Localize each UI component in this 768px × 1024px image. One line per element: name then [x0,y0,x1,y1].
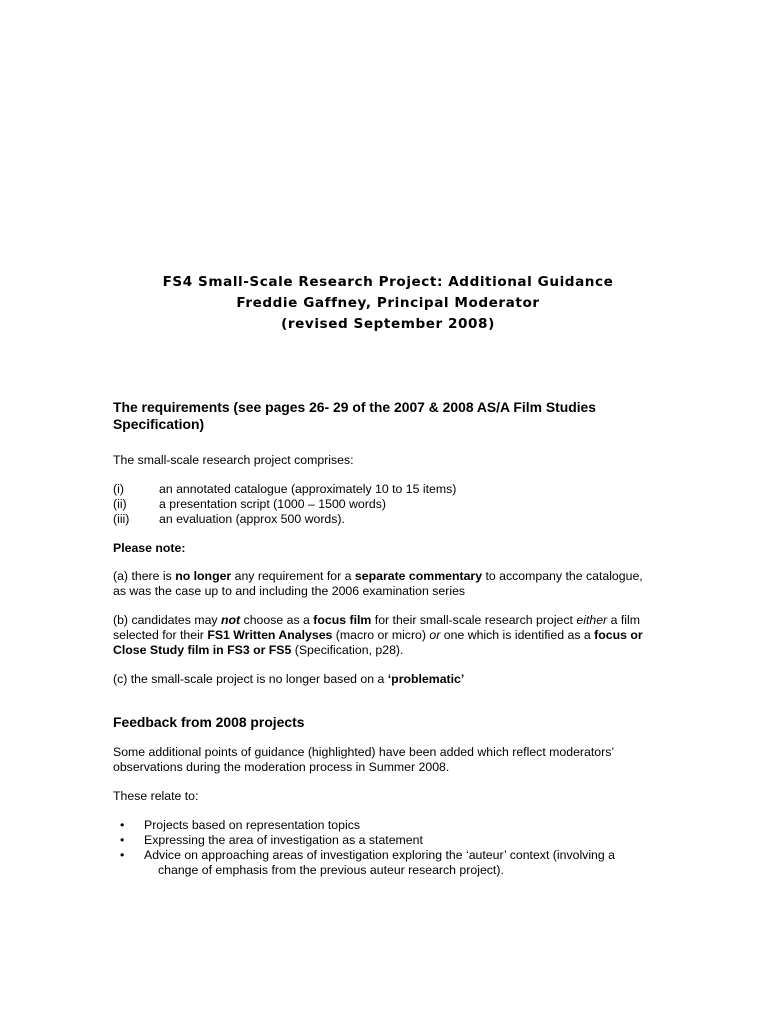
note-b-text: (b) candidates may [113,613,221,627]
document-title: FS4 Small-Scale Research Project: Additional Guidance [162,274,614,290]
note-a-text: (a) there is [113,569,176,583]
bullet-icon: • [120,833,125,847]
list-item [113,482,658,497]
author-line: Freddie Gaffney, Principal Moderator [236,295,540,311]
note-b-emphasis: FS1 Written Analyses [207,628,333,642]
note-b-text: (Specification, p28). [291,643,404,657]
note-a-text: any requirement for a [231,569,355,583]
note-a [113,569,658,599]
note-b-emphasis: focus film [313,613,372,627]
feedback-heading: Feedback from 2008 projects [113,714,305,730]
list-item-text: an annotated catalogue (approximately 10 to 15 items) [159,482,457,496]
bullet-icon: • [120,818,125,832]
document-title-block [0,272,768,335]
list-item-text: Advice on approaching areas of investigation exploring the ‘auteur’ context (involving a [144,848,615,862]
note-b-text: (macro or micro) [332,628,430,642]
note-c [113,672,658,687]
list-item-text: a presentation script (1000 – 1500 words) [159,497,386,511]
list-item-number: (iii) [113,512,130,526]
list-item-text: Expressing the area of investigation as a statement [144,833,423,847]
note-b-text: choose as a [240,613,314,627]
feedback-relate: These relate to: [113,789,199,803]
note-c-emphasis: ‘problematic’ [387,672,465,686]
list-item-number: (ii) [113,497,127,511]
note-a-text: to accompany the catalogue, as was the case up to and including the 2006 examination series [113,569,643,598]
list-item [113,497,658,512]
note-b-emphasis: not [221,613,241,627]
bullet-icon: • [120,848,125,862]
note-b-text: one which is identified as a [440,628,595,642]
note-b [113,613,658,658]
requirements-list [113,482,658,527]
note-a-emphasis: separate commentary [354,569,483,583]
feedback-paragraph: Some additional points of guidance (highlighted) have been added which reflect moderators’ observations during the moderation process in Summer 2008. [113,745,614,774]
note-c-text: (c) the small-scale project is no longer based on a [113,672,388,686]
document-body [113,399,658,878]
note-b-emphasis: either [576,613,608,627]
list-item [113,833,658,848]
requirements-intro: The small-scale research project comprises: [113,453,354,467]
please-note-text: Please note: [113,541,186,555]
list-item [113,848,658,878]
note-b-emphasis: focus or Close Study film in FS3 or FS5 [113,628,643,657]
list-item-text: an evaluation (approx 500 words). [159,512,345,526]
list-item-continuation: change of emphasis from the previous auteur research project). [158,863,504,877]
list-item [113,512,658,527]
feedback-bullets [113,818,658,878]
list-item-number: (i) [113,482,124,496]
revision-line: (revised September 2008) [281,316,495,332]
note-a-emphasis: no longer [175,569,232,583]
note-b-emphasis: or [429,628,441,642]
list-item [113,818,658,833]
list-item-text: Projects based on representation topics [144,818,361,832]
requirements-heading: The requirements (see pages 26- 29 of the 2007 & 2008 AS/A Film Studies Specification) [113,399,597,432]
note-b-text: for their small-scale research project [371,613,577,627]
note-b-text: a film selected for their [113,613,640,642]
please-note-label [113,541,658,556]
